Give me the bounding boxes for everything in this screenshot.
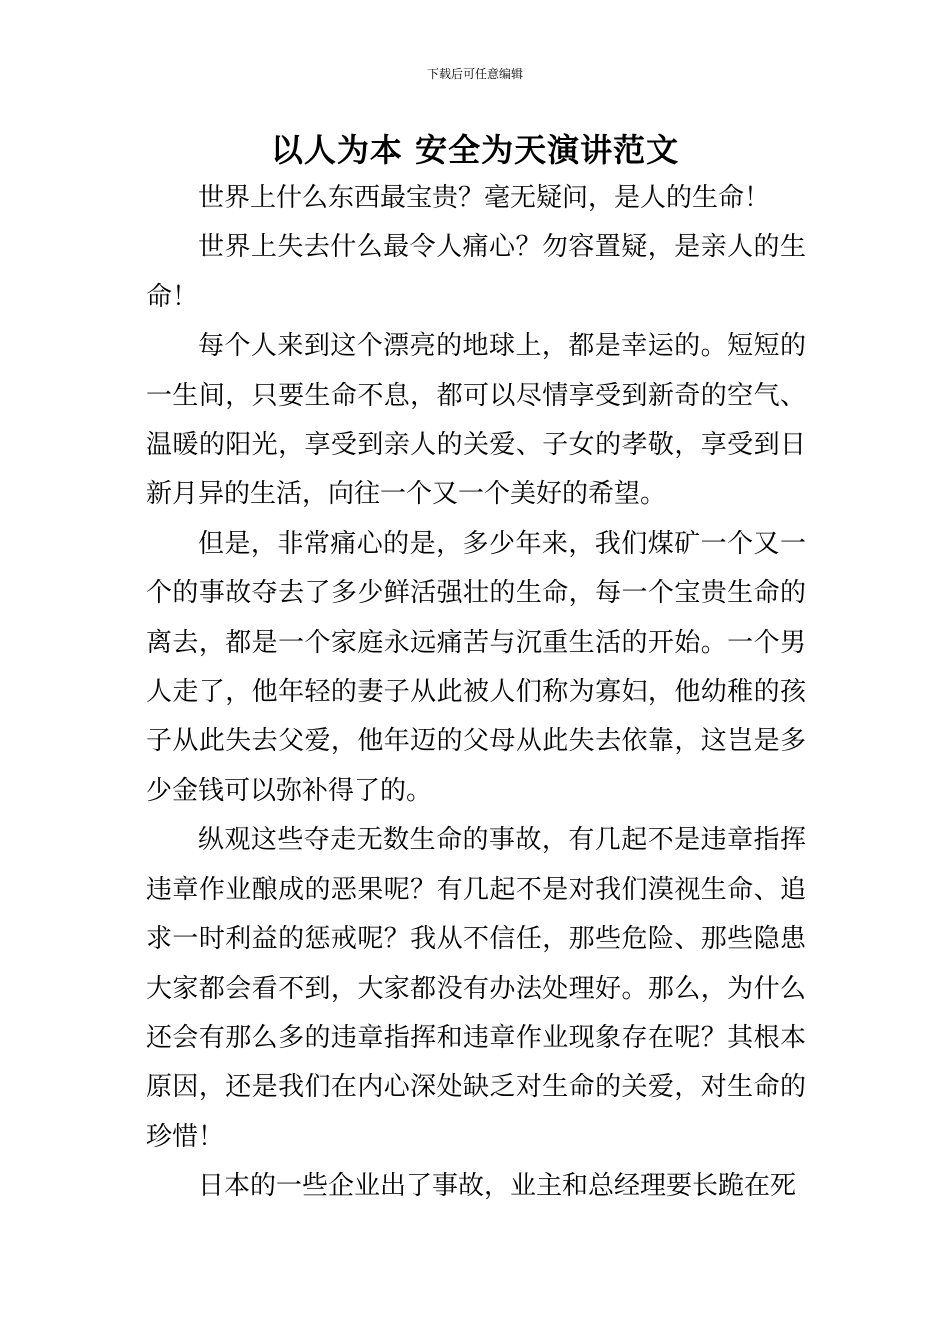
paragraph-3: 每个人来到这个漂亮的地球上，都是幸运的。短短的一生间，只要生命不息，都可以尽情享受到新奇的空气、温暖的阳光，享受到亲人的关爱、子女的孝敬，享受到日新月异的生活，向往一个又一个美好的希望。 [146, 331, 806, 510]
paragraph-2: 世界上失去什么最令人痛心？勿容置疑，是亲人的生命！ [146, 232, 806, 312]
paragraph-4: 但是，非常痛心的是，多少年来，我们煤矿一个又一个的事故夺去了多少鲜活强壮的生命，每一个宝贵生命的离去，都是一个家庭永远痛苦与沉重生活的开始。一个男人走了，他年轻的妻子从此被人们称为寡妇，他幼稚的孩子从此失去父爱，他年迈的父母从此失去依靠，这岂是多少金钱可以弥补得了的。 [146, 528, 806, 806]
paragraph-1: 世界上什么东西最宝贵？毫无疑问，是人的生命！ [198, 183, 771, 213]
header-note: 下载后可任意编辑 [426, 67, 523, 81]
paragraph-6: 日本的一些企业出了事故，业主和总经理要长跪在死 [198, 1171, 797, 1202]
document-title: 以人为本 安全为天演讲范文 [270, 131, 680, 169]
paragraph-5: 纵观这些夺走无数生命的事故，有几起不是违章指挥违章作业酿成的恶果呢？有几起不是对我们漠视生命、追求一时利益的惩戒呢？我从不信任，那些危险、那些隐患大家都会看不到，大家都没有办法处理好。那么，为什么还会有那么多的违章指挥和违章作业现象存在呢？其根本原因，还是我们在内心深处缺乏对生命的关爱，对生命的珍惜！ [146, 825, 806, 1152]
document-body [146, 174, 806, 1212]
